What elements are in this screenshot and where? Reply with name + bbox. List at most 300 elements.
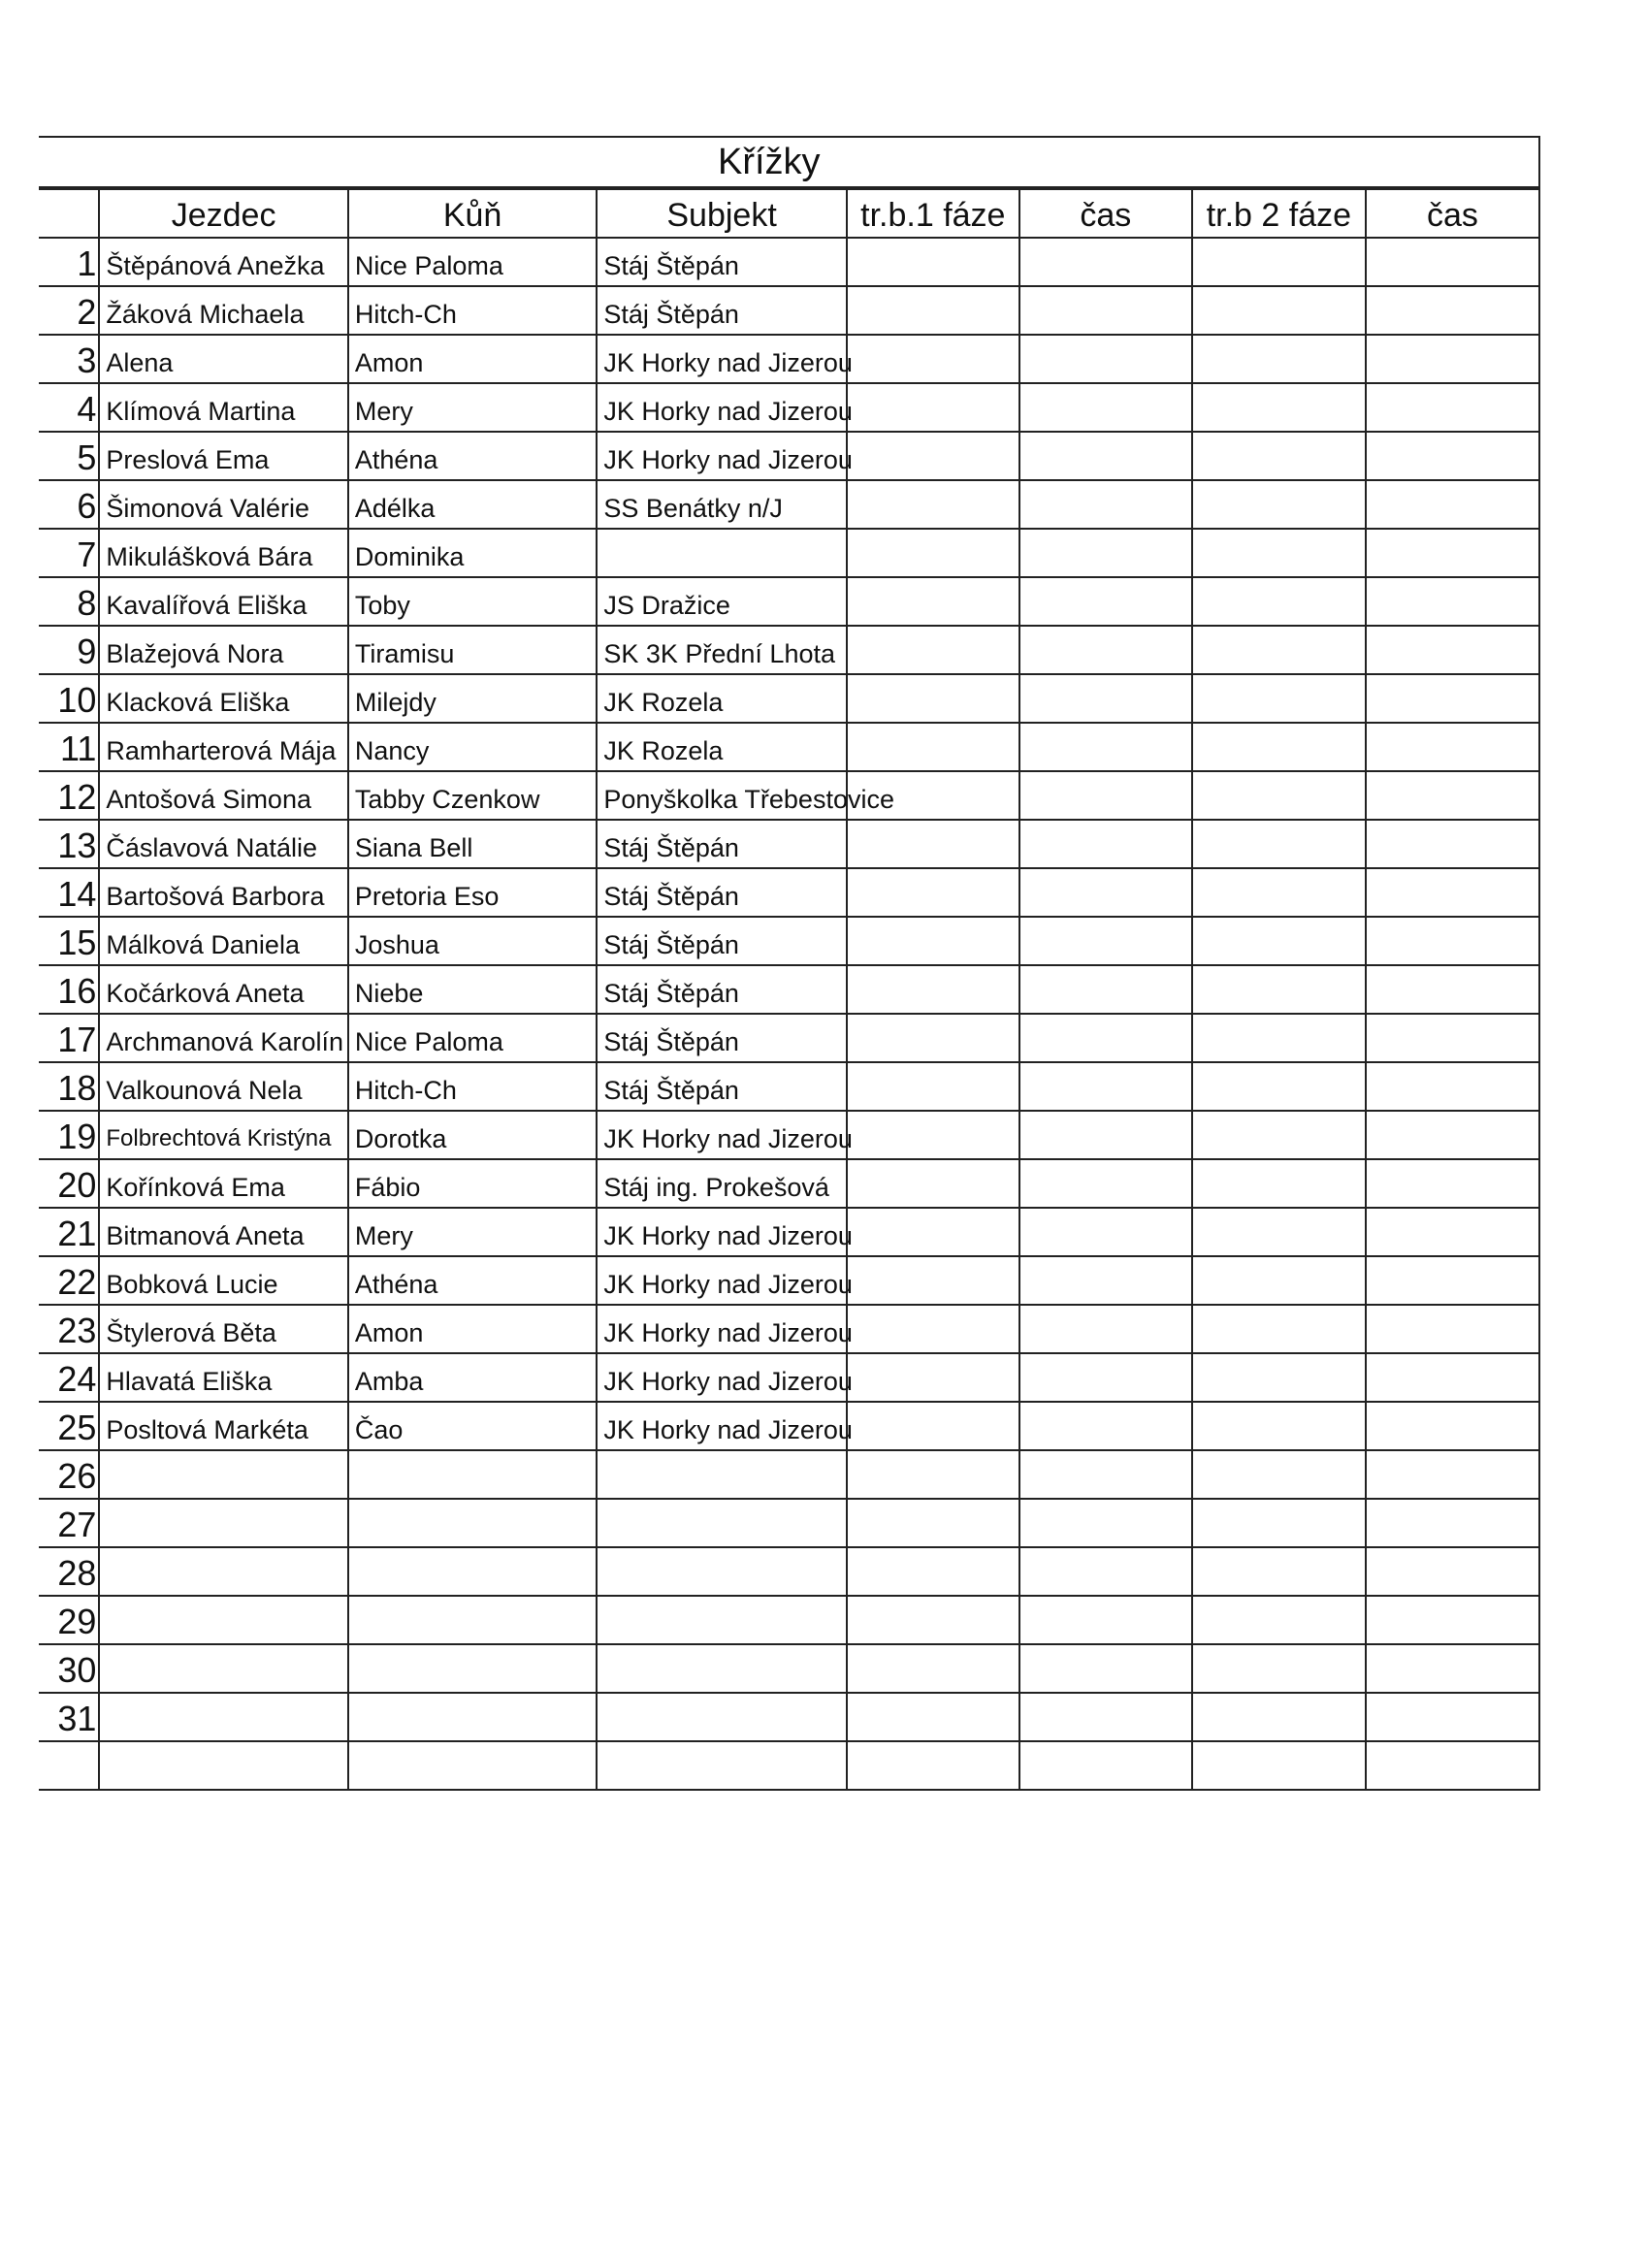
subject-cell: Ponyškolka Třebestovice — [597, 771, 846, 820]
table-row — [39, 1208, 1539, 1256]
time1-cell — [1019, 1305, 1192, 1353]
time2-cell — [1366, 480, 1539, 529]
row-number: 1 — [39, 238, 99, 286]
subject-cell: Stáj Štěpán — [597, 917, 846, 965]
time1-cell — [1019, 1208, 1192, 1256]
time1-cell — [1019, 1014, 1192, 1062]
tb2-cell — [1192, 626, 1366, 674]
table-row — [39, 383, 1539, 432]
subject-cell: Stáj Štěpán — [597, 1062, 846, 1111]
rider-cell: Bobková Lucie — [99, 1256, 347, 1305]
rider-cell: Kořínková Ema — [99, 1159, 347, 1208]
row-number: 6 — [39, 480, 99, 529]
rider-cell: Antošová Simona — [99, 771, 347, 820]
time1-cell — [1019, 335, 1192, 383]
time2-cell — [1366, 1111, 1539, 1159]
time2-cell — [1366, 1547, 1539, 1596]
subject-cell: JK Horky nad Jizerou — [597, 1402, 846, 1450]
table-row — [39, 820, 1539, 868]
row-number: 11 — [39, 723, 99, 771]
tb2-cell — [1192, 1305, 1366, 1353]
rider-cell — [99, 1450, 347, 1499]
time1-cell — [1019, 1547, 1192, 1596]
tb1-cell — [847, 335, 1019, 383]
subject-cell: JK Horky nad Jizerou — [597, 1256, 846, 1305]
tb1-cell — [847, 383, 1019, 432]
tb2-cell — [1192, 1111, 1366, 1159]
time2-cell — [1366, 1402, 1539, 1450]
table-row — [39, 626, 1539, 674]
tb1-cell — [847, 868, 1019, 917]
row-number: 14 — [39, 868, 99, 917]
rider-cell — [99, 1741, 347, 1790]
table-row — [39, 771, 1539, 820]
row-number: 4 — [39, 383, 99, 432]
row-number: 21 — [39, 1208, 99, 1256]
subject-cell: JK Horky nad Jizerou — [597, 1353, 846, 1402]
row-number: 16 — [39, 965, 99, 1014]
table-row — [39, 1159, 1539, 1208]
horse-cell: Amon — [348, 1305, 597, 1353]
tb1-cell — [847, 1596, 1019, 1644]
tb1-cell — [847, 1353, 1019, 1402]
rider-cell: Alena — [99, 335, 347, 383]
table-row — [39, 529, 1539, 577]
tb2-cell — [1192, 1062, 1366, 1111]
subject-cell — [597, 1547, 846, 1596]
tb1-cell — [847, 1159, 1019, 1208]
results-sheet — [39, 136, 1540, 1791]
horse-cell: Amon — [348, 335, 597, 383]
tb2-cell — [1192, 335, 1366, 383]
time1-cell — [1019, 771, 1192, 820]
horse-cell: Nice Paloma — [348, 1014, 597, 1062]
tb1-cell — [847, 1402, 1019, 1450]
tb2-cell — [1192, 1014, 1366, 1062]
tb1-cell — [847, 1256, 1019, 1305]
rider-cell — [99, 1547, 347, 1596]
tb1-cell — [847, 577, 1019, 626]
subject-cell: SK 3K Přední Lhota — [597, 626, 846, 674]
time1-cell — [1019, 1450, 1192, 1499]
time1-cell — [1019, 1402, 1192, 1450]
row-number: 22 — [39, 1256, 99, 1305]
rider-cell: Šimonová Valérie — [99, 480, 347, 529]
rider-cell: Bartošová Barbora — [99, 868, 347, 917]
horse-cell: Hitch-Ch — [348, 286, 597, 335]
tb1-cell — [847, 1499, 1019, 1547]
row-number: 23 — [39, 1305, 99, 1353]
time1-cell — [1019, 577, 1192, 626]
tb2-cell — [1192, 965, 1366, 1014]
tb1-cell — [847, 1208, 1019, 1256]
rider-cell: Čáslavová Natálie — [99, 820, 347, 868]
rider-cell: Kočárková Aneta — [99, 965, 347, 1014]
time1-cell — [1019, 965, 1192, 1014]
horse-cell: Tabby Czenkow — [348, 771, 597, 820]
subject-cell: SS Benátky n/J — [597, 480, 846, 529]
time1-cell — [1019, 674, 1192, 723]
time1-cell — [1019, 1596, 1192, 1644]
row-number: 10 — [39, 674, 99, 723]
tb2-cell — [1192, 1450, 1366, 1499]
subject-cell: Stáj Štěpán — [597, 238, 846, 286]
rider-cell: Málková Daniela — [99, 917, 347, 965]
table-row — [39, 1450, 1539, 1499]
subject-cell: Stáj Štěpán — [597, 820, 846, 868]
horse-cell: Mery — [348, 383, 597, 432]
tb2-cell — [1192, 820, 1366, 868]
subject-cell — [597, 1596, 846, 1644]
tb2-cell — [1192, 529, 1366, 577]
table-row — [39, 674, 1539, 723]
tb2-cell — [1192, 1256, 1366, 1305]
time1-cell — [1019, 1644, 1192, 1693]
time2-cell — [1366, 917, 1539, 965]
tb1-cell — [847, 723, 1019, 771]
row-number: 27 — [39, 1499, 99, 1547]
subject-cell: JK Horky nad Jizerou — [597, 432, 846, 480]
rider-cell: Štylerová Běta — [99, 1305, 347, 1353]
time2-cell — [1366, 868, 1539, 917]
row-number: 19 — [39, 1111, 99, 1159]
horse-cell: Fábio — [348, 1159, 597, 1208]
page-title: Křížky — [718, 142, 821, 182]
time1-cell — [1019, 1499, 1192, 1547]
tb2-cell — [1192, 383, 1366, 432]
subject-cell: JK Horky nad Jizerou — [597, 1111, 846, 1159]
table-row — [39, 723, 1539, 771]
rider-cell: Folbrechtová Kristýna — [99, 1111, 347, 1159]
time2-cell — [1366, 965, 1539, 1014]
time2-cell — [1366, 238, 1539, 286]
tb2-cell — [1192, 1644, 1366, 1693]
row-number: 5 — [39, 432, 99, 480]
table-row — [39, 1111, 1539, 1159]
subject-cell: Stáj Štěpán — [597, 868, 846, 917]
rider-cell — [99, 1693, 347, 1741]
table-row — [39, 286, 1539, 335]
header-row — [39, 189, 1539, 238]
horse-cell: Joshua — [348, 917, 597, 965]
row-number — [39, 1741, 99, 1790]
time1-cell — [1019, 1353, 1192, 1402]
subject-cell: Stáj Štěpán — [597, 286, 846, 335]
row-number: 7 — [39, 529, 99, 577]
horse-cell — [348, 1693, 597, 1741]
row-number: 26 — [39, 1450, 99, 1499]
rider-cell: Klímová Martina — [99, 383, 347, 432]
horse-cell: Niebe — [348, 965, 597, 1014]
rider-cell: Valkounová Nela — [99, 1062, 347, 1111]
header-subject: Subjekt — [597, 189, 846, 238]
tb1-cell — [847, 238, 1019, 286]
table-row — [39, 1402, 1539, 1450]
rider-cell: Preslová Ema — [99, 432, 347, 480]
time1-cell — [1019, 1062, 1192, 1111]
tb1-cell — [847, 674, 1019, 723]
time2-cell — [1366, 383, 1539, 432]
row-number: 28 — [39, 1547, 99, 1596]
subject-cell: JK Horky nad Jizerou — [597, 383, 846, 432]
row-number: 12 — [39, 771, 99, 820]
time2-cell — [1366, 1693, 1539, 1741]
time2-cell — [1366, 626, 1539, 674]
subject-cell: JK Horky nad Jizerou — [597, 335, 846, 383]
time1-cell — [1019, 1741, 1192, 1790]
time2-cell — [1366, 335, 1539, 383]
table-row — [39, 1547, 1539, 1596]
time2-cell — [1366, 674, 1539, 723]
rider-cell: Archmanová Karolín — [99, 1014, 347, 1062]
horse-cell: Pretoria Eso — [348, 868, 597, 917]
time2-cell — [1366, 1062, 1539, 1111]
tb2-cell — [1192, 1402, 1366, 1450]
tb2-cell — [1192, 1693, 1366, 1741]
subject-cell — [597, 1644, 846, 1693]
horse-cell: Mery — [348, 1208, 597, 1256]
time1-cell — [1019, 1693, 1192, 1741]
table-row — [39, 1644, 1539, 1693]
tb1-cell — [847, 1741, 1019, 1790]
time2-cell — [1366, 1305, 1539, 1353]
tb2-cell — [1192, 1208, 1366, 1256]
time1-cell — [1019, 286, 1192, 335]
horse-cell: Siana Bell — [348, 820, 597, 868]
time2-cell — [1366, 1208, 1539, 1256]
row-number: 17 — [39, 1014, 99, 1062]
tb2-cell — [1192, 480, 1366, 529]
rider-cell: Posltová Markéta — [99, 1402, 347, 1450]
tb1-cell — [847, 1644, 1019, 1693]
tb1-cell — [847, 1014, 1019, 1062]
table-row — [39, 1596, 1539, 1644]
row-number: 13 — [39, 820, 99, 868]
row-number: 2 — [39, 286, 99, 335]
row-number: 18 — [39, 1062, 99, 1111]
time1-cell — [1019, 723, 1192, 771]
time1-cell — [1019, 1111, 1192, 1159]
header-time1: čas — [1019, 189, 1192, 238]
tb2-cell — [1192, 674, 1366, 723]
table-row — [39, 1741, 1539, 1790]
subject-cell: JK Rozela — [597, 674, 846, 723]
tb1-cell — [847, 1450, 1019, 1499]
tb2-cell — [1192, 432, 1366, 480]
table-row — [39, 1499, 1539, 1547]
horse-cell: Hitch-Ch — [348, 1062, 597, 1111]
time1-cell — [1019, 480, 1192, 529]
horse-cell: Adélka — [348, 480, 597, 529]
tb1-cell — [847, 432, 1019, 480]
table-row — [39, 1256, 1539, 1305]
table-row — [39, 1062, 1539, 1111]
table-row — [39, 577, 1539, 626]
horse-cell: Athéna — [348, 432, 597, 480]
row-number: 8 — [39, 577, 99, 626]
time2-cell — [1366, 529, 1539, 577]
rider-cell: Mikulášková Bára — [99, 529, 347, 577]
tb1-cell — [847, 1062, 1019, 1111]
row-number: 24 — [39, 1353, 99, 1402]
subject-cell: Stáj Štěpán — [597, 965, 846, 1014]
table-row — [39, 917, 1539, 965]
time2-cell — [1366, 1353, 1539, 1402]
horse-cell: Dorotka — [348, 1111, 597, 1159]
header-tb2: tr.b 2 fáze — [1192, 189, 1366, 238]
time1-cell — [1019, 1159, 1192, 1208]
tb2-cell — [1192, 286, 1366, 335]
rider-cell — [99, 1499, 347, 1547]
table-row — [39, 432, 1539, 480]
tb2-cell — [1192, 1499, 1366, 1547]
rider-cell: Žáková Michaela — [99, 286, 347, 335]
subject-cell: JK Rozela — [597, 723, 846, 771]
tb2-cell — [1192, 1741, 1366, 1790]
horse-cell: Toby — [348, 577, 597, 626]
header-rider: Jezdec — [99, 189, 347, 238]
time2-cell — [1366, 1644, 1539, 1693]
table-row — [39, 480, 1539, 529]
horse-cell: Nancy — [348, 723, 597, 771]
tb1-cell — [847, 286, 1019, 335]
time1-cell — [1019, 529, 1192, 577]
rider-cell: Ramharterová Mája — [99, 723, 347, 771]
subject-cell — [597, 1693, 846, 1741]
row-number: 25 — [39, 1402, 99, 1450]
horse-cell — [348, 1741, 597, 1790]
time2-cell — [1366, 1014, 1539, 1062]
rider-cell — [99, 1596, 347, 1644]
rider-cell: Kavalířová Eliška — [99, 577, 347, 626]
time1-cell — [1019, 626, 1192, 674]
tb1-cell — [847, 1111, 1019, 1159]
tb2-cell — [1192, 1353, 1366, 1402]
horse-cell: Tiramisu — [348, 626, 597, 674]
results-table — [39, 188, 1540, 1791]
subject-cell: Stáj Štěpán — [597, 1014, 846, 1062]
time1-cell — [1019, 383, 1192, 432]
horse-cell: Čao — [348, 1402, 597, 1450]
table-row — [39, 335, 1539, 383]
time1-cell — [1019, 917, 1192, 965]
table-row — [39, 965, 1539, 1014]
row-number: 9 — [39, 626, 99, 674]
horse-cell: Athéna — [348, 1256, 597, 1305]
tb1-cell — [847, 820, 1019, 868]
table-row — [39, 1305, 1539, 1353]
time1-cell — [1019, 432, 1192, 480]
header-horse: Kůň — [348, 189, 597, 238]
time2-cell — [1366, 1741, 1539, 1790]
tb1-cell — [847, 1547, 1019, 1596]
tb2-cell — [1192, 868, 1366, 917]
time2-cell — [1366, 771, 1539, 820]
subject-cell: JS Dražice — [597, 577, 846, 626]
horse-cell — [348, 1450, 597, 1499]
table-row — [39, 868, 1539, 917]
time2-cell — [1366, 1256, 1539, 1305]
row-number: 3 — [39, 335, 99, 383]
horse-cell: Dominika — [348, 529, 597, 577]
row-number: 30 — [39, 1644, 99, 1693]
tb2-cell — [1192, 1596, 1366, 1644]
subject-cell: JK Horky nad Jizerou — [597, 1208, 846, 1256]
header-number — [39, 189, 99, 238]
row-number: 20 — [39, 1159, 99, 1208]
subject-cell — [597, 529, 846, 577]
subject-cell — [597, 1450, 846, 1499]
horse-cell: Amba — [348, 1353, 597, 1402]
table-row — [39, 1693, 1539, 1741]
rider-cell: Bitmanová Aneta — [99, 1208, 347, 1256]
rider-cell: Hlavatá Eliška — [99, 1353, 347, 1402]
table-row — [39, 1353, 1539, 1402]
tb2-cell — [1192, 917, 1366, 965]
row-number: 15 — [39, 917, 99, 965]
time2-cell — [1366, 1499, 1539, 1547]
horse-cell — [348, 1499, 597, 1547]
time1-cell — [1019, 868, 1192, 917]
rider-cell: Klacková Eliška — [99, 674, 347, 723]
horse-cell: Nice Paloma — [348, 238, 597, 286]
subject-cell: JK Horky nad Jizerou — [597, 1305, 846, 1353]
rider-cell — [99, 1644, 347, 1693]
tb2-cell — [1192, 238, 1366, 286]
subject-cell: Stáj ing. Prokešová — [597, 1159, 846, 1208]
table-row — [39, 1014, 1539, 1062]
tb1-cell — [847, 1693, 1019, 1741]
tb2-cell — [1192, 723, 1366, 771]
tb1-cell — [847, 529, 1019, 577]
time1-cell — [1019, 238, 1192, 286]
horse-cell — [348, 1547, 597, 1596]
horse-cell — [348, 1596, 597, 1644]
header-time2: čas — [1366, 189, 1539, 238]
time1-cell — [1019, 820, 1192, 868]
time1-cell — [1019, 1256, 1192, 1305]
title-row — [39, 136, 1540, 188]
tb1-cell — [847, 965, 1019, 1014]
tb2-cell — [1192, 771, 1366, 820]
row-number: 31 — [39, 1693, 99, 1741]
subject-cell — [597, 1499, 846, 1547]
time2-cell — [1366, 820, 1539, 868]
horse-cell — [348, 1644, 597, 1693]
tb1-cell — [847, 1305, 1019, 1353]
time2-cell — [1366, 723, 1539, 771]
horse-cell: Milejdy — [348, 674, 597, 723]
header-tb1: tr.b.1 fáze — [847, 189, 1019, 238]
time2-cell — [1366, 432, 1539, 480]
rider-cell: Štěpánová Anežka — [99, 238, 347, 286]
row-number: 29 — [39, 1596, 99, 1644]
tb2-cell — [1192, 1547, 1366, 1596]
time2-cell — [1366, 1596, 1539, 1644]
time2-cell — [1366, 1159, 1539, 1208]
rider-cell: Blažejová Nora — [99, 626, 347, 674]
subject-cell — [597, 1741, 846, 1790]
tb1-cell — [847, 626, 1019, 674]
tb2-cell — [1192, 577, 1366, 626]
tb2-cell — [1192, 1159, 1366, 1208]
tb1-cell — [847, 917, 1019, 965]
table-row — [39, 238, 1539, 286]
tb1-cell — [847, 480, 1019, 529]
time2-cell — [1366, 286, 1539, 335]
time2-cell — [1366, 577, 1539, 626]
time2-cell — [1366, 1450, 1539, 1499]
